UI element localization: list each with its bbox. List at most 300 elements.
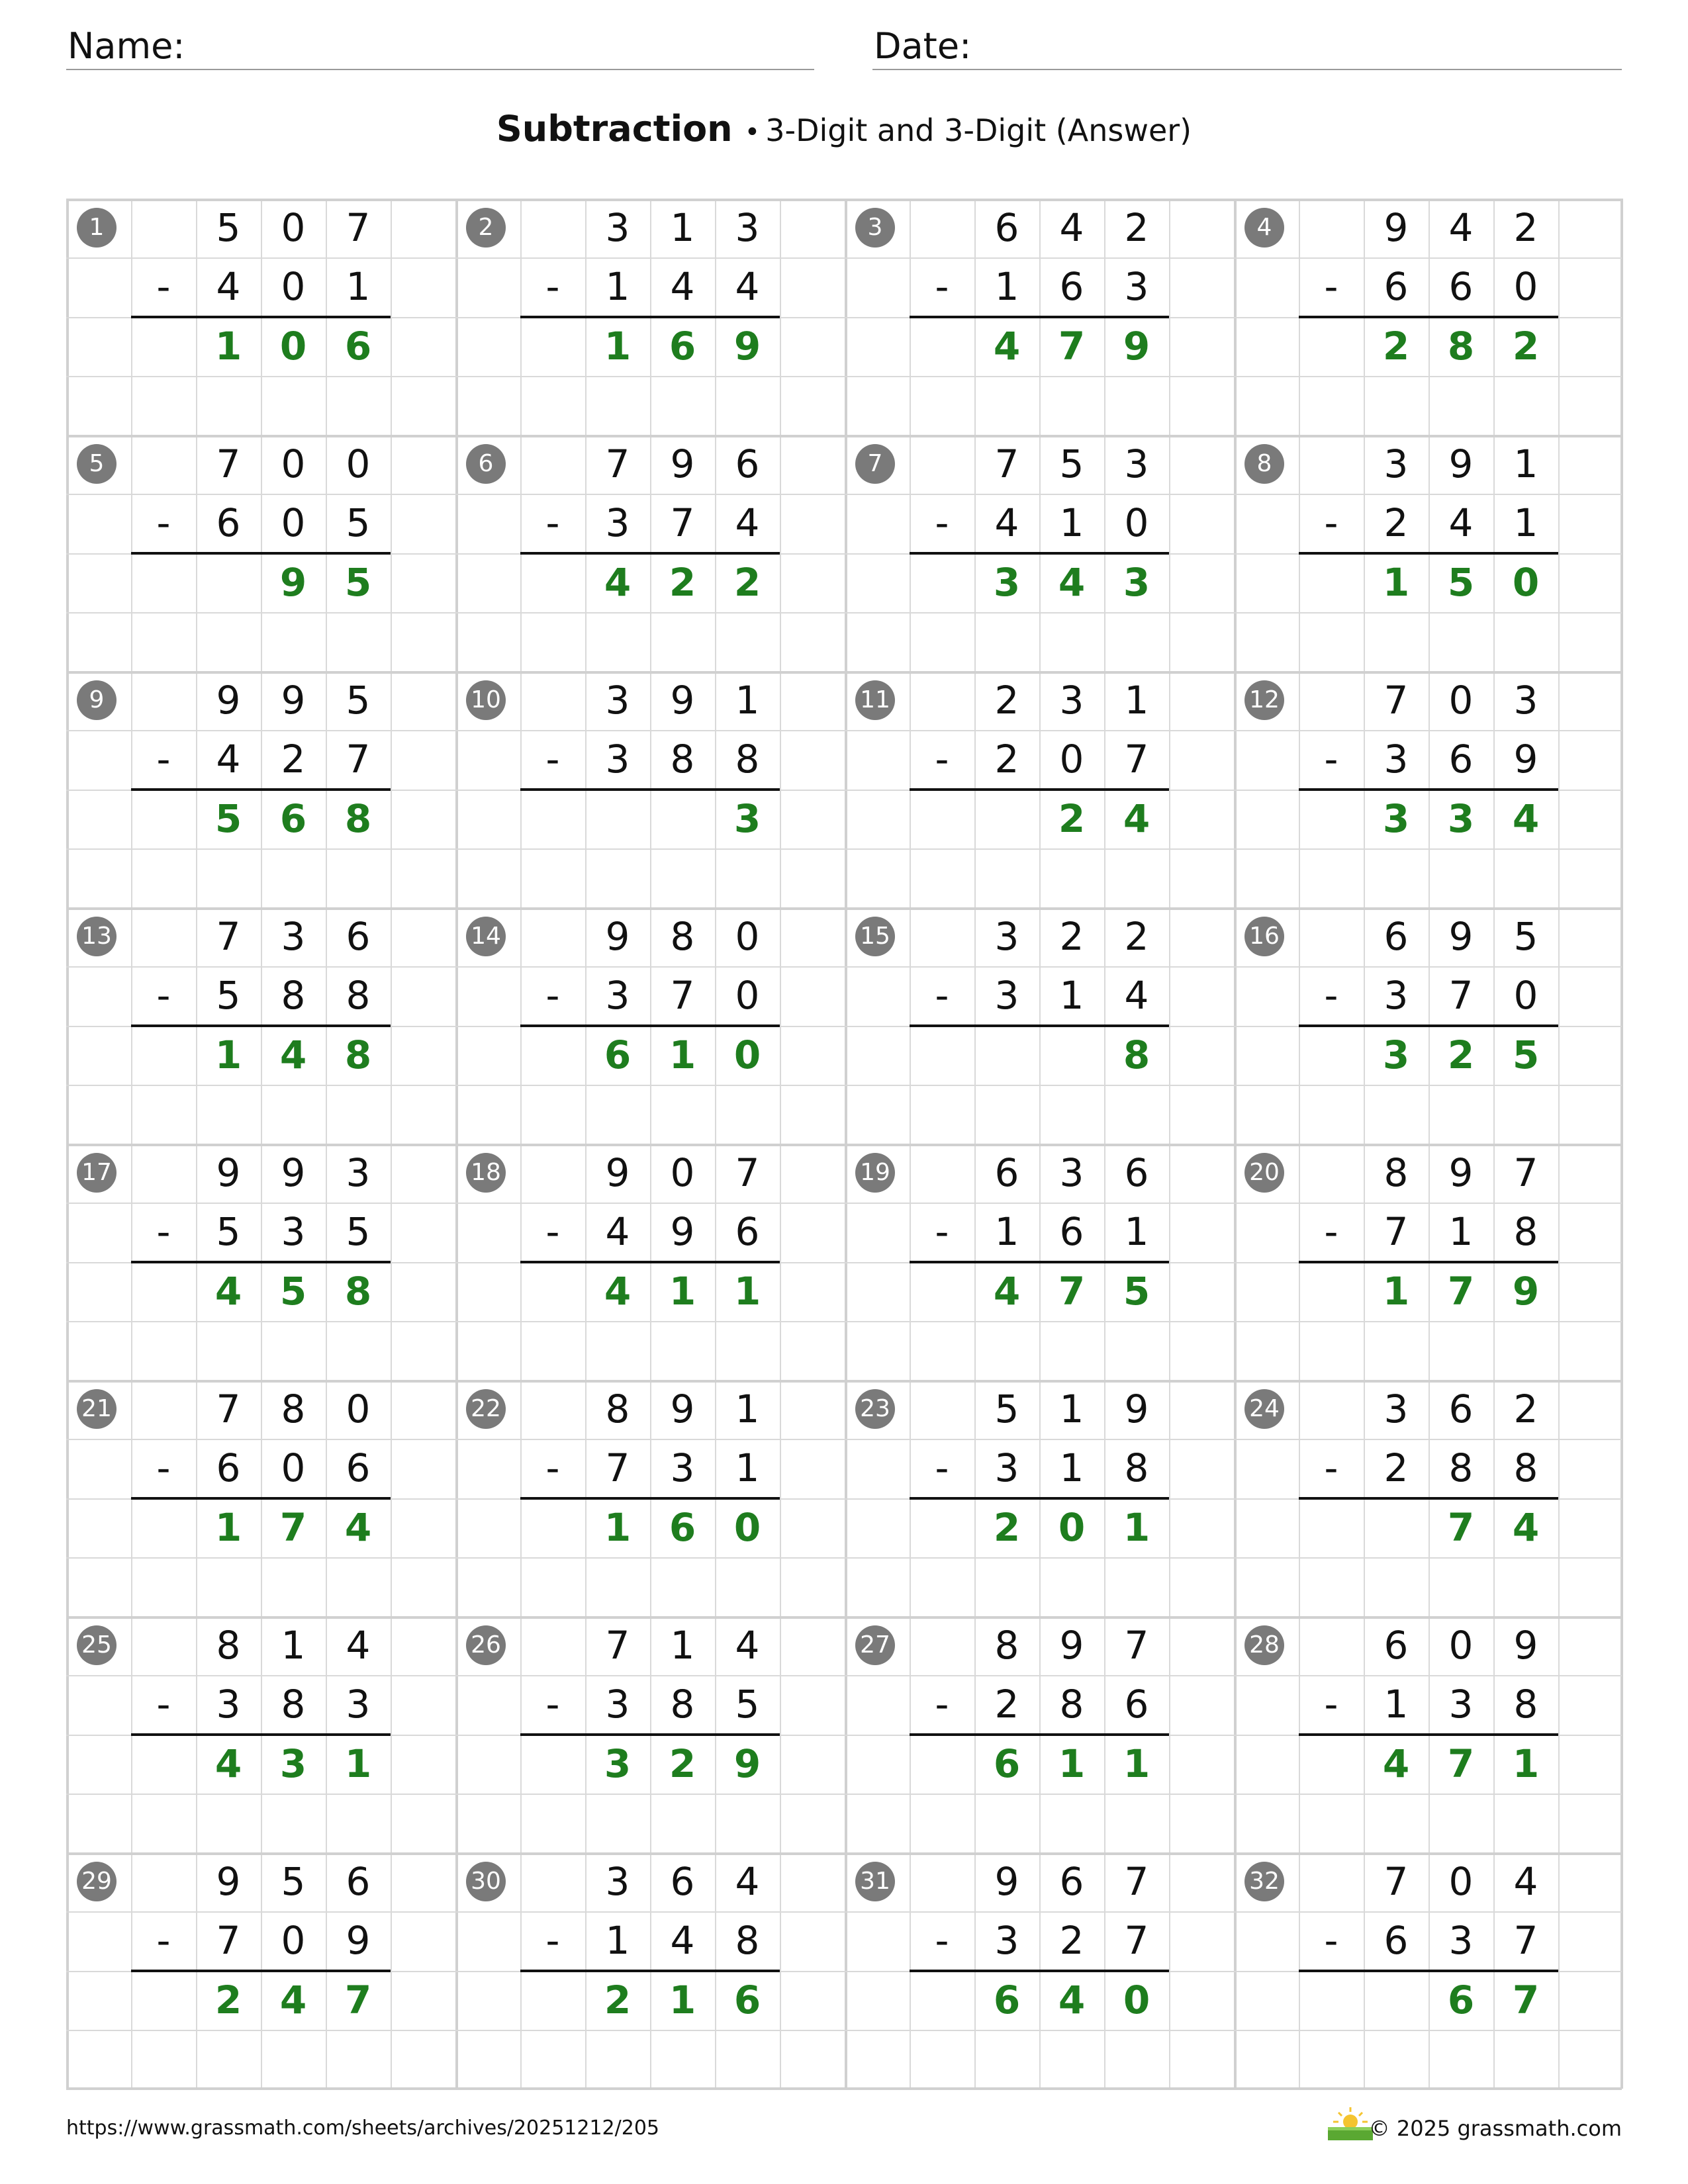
subtrahend-digit: 3 bbox=[1448, 1918, 1474, 1964]
answer-rule bbox=[910, 1261, 1169, 1263]
minus-sign: - bbox=[935, 973, 949, 1019]
answer-digit: 7 bbox=[1058, 323, 1086, 369]
answer-digit: 4 bbox=[604, 559, 632, 605]
problem-number-badge: 28 bbox=[1244, 1625, 1284, 1665]
minuend-digit: 9 bbox=[605, 1150, 630, 1195]
minuend-digit: 7 bbox=[216, 914, 241, 959]
answer-digit: 4 bbox=[1123, 796, 1150, 841]
subtrahend-digit: 7 bbox=[1383, 1209, 1409, 1255]
answer-digit: 1 bbox=[669, 1977, 696, 2023]
subtrahend-digit: 4 bbox=[1124, 973, 1149, 1019]
problem-block bbox=[455, 1380, 845, 1616]
minuend-digit: 0 bbox=[670, 1150, 695, 1195]
answer-rule bbox=[520, 1024, 780, 1027]
minuend-digit: 9 bbox=[1383, 205, 1409, 250]
minuend-digit: 0 bbox=[281, 441, 306, 486]
answer-rule bbox=[131, 1261, 391, 1263]
minuend-digit: 8 bbox=[216, 1623, 241, 1668]
minuend-digit: 0 bbox=[735, 914, 760, 959]
answer-digit: 1 bbox=[1382, 1268, 1410, 1314]
subtrahend-digit: 6 bbox=[346, 1445, 371, 1491]
subtrahend-digit: 7 bbox=[605, 1445, 630, 1491]
answer-digit: 1 bbox=[344, 1741, 372, 1786]
answer-rule bbox=[1299, 1024, 1558, 1027]
minuend-digit: 3 bbox=[1383, 1387, 1409, 1432]
minuend-digit: 7 bbox=[994, 441, 1019, 486]
minus-sign: - bbox=[935, 264, 949, 310]
subtrahend-digit: 8 bbox=[1059, 1682, 1084, 1727]
problem-number-badge: 7 bbox=[855, 444, 895, 484]
answer-rule bbox=[1299, 788, 1558, 791]
minuend-digit: 2 bbox=[994, 678, 1019, 723]
subtrahend-digit: 7 bbox=[670, 500, 695, 546]
subtrahend-digit: 8 bbox=[735, 737, 760, 782]
answer-digit: 7 bbox=[279, 1504, 307, 1550]
answer-digit: 0 bbox=[733, 1504, 761, 1550]
subtrahend-digit: 6 bbox=[1059, 264, 1084, 310]
subtrahend-digit: 2 bbox=[994, 737, 1019, 782]
minuend-digit: 1 bbox=[1124, 678, 1149, 723]
minuend-digit: 7 bbox=[1124, 1859, 1149, 1904]
answer-digit: 2 bbox=[1447, 1032, 1475, 1077]
answer-digit: 4 bbox=[214, 1268, 242, 1314]
minuend-digit: 6 bbox=[735, 441, 760, 486]
minuend-digit: 3 bbox=[994, 914, 1019, 959]
answer-digit: 2 bbox=[1058, 796, 1086, 841]
problem-number-badge: 15 bbox=[855, 917, 895, 956]
subtrahend-digit: 0 bbox=[1513, 264, 1538, 310]
answer-digit: 1 bbox=[604, 1504, 632, 1550]
answer-rule bbox=[520, 316, 780, 318]
subtrahend-digit: 2 bbox=[1383, 500, 1409, 546]
subtrahend-digit: 0 bbox=[281, 1445, 306, 1491]
problem-number-badge: 10 bbox=[466, 680, 506, 720]
answer-digit: 4 bbox=[993, 323, 1021, 369]
minuend-digit: 0 bbox=[1448, 1623, 1474, 1668]
subtrahend-digit: 8 bbox=[281, 973, 306, 1019]
subtrahend-digit: 5 bbox=[216, 973, 241, 1019]
answer-digit: 1 bbox=[1512, 1741, 1540, 1786]
subtrahend-digit: 3 bbox=[605, 737, 630, 782]
answer-rule bbox=[910, 316, 1169, 318]
subtrahend-digit: 7 bbox=[1513, 1918, 1538, 1964]
minuend-digit: 3 bbox=[1513, 678, 1538, 723]
answer-digit: 5 bbox=[344, 559, 372, 605]
answer-digit: 2 bbox=[1512, 323, 1540, 369]
subtrahend-digit: 0 bbox=[735, 973, 760, 1019]
problem-number-badge: 30 bbox=[466, 1862, 506, 1901]
answer-rule bbox=[1299, 552, 1558, 555]
title-separator: • bbox=[744, 117, 761, 148]
problem-block bbox=[845, 671, 1234, 907]
minuend-digit: 9 bbox=[1059, 1623, 1084, 1668]
minuend-digit: 9 bbox=[670, 441, 695, 486]
problem-block bbox=[455, 1144, 845, 1380]
answer-rule bbox=[1299, 1733, 1558, 1736]
minus-sign: - bbox=[545, 264, 560, 310]
problem-number-badge: 9 bbox=[77, 680, 117, 720]
problem-block bbox=[1234, 199, 1623, 435]
minuend-digit: 6 bbox=[1124, 1150, 1149, 1195]
minuend-digit: 4 bbox=[1513, 1859, 1538, 1904]
subtrahend-digit: 2 bbox=[1059, 1918, 1084, 1964]
problem-block bbox=[455, 907, 845, 1144]
problem-block bbox=[455, 1616, 845, 1852]
minuend-digit: 7 bbox=[1124, 1623, 1149, 1668]
answer-digit: 4 bbox=[279, 1032, 307, 1077]
problem-number-badge: 6 bbox=[466, 444, 506, 484]
answer-rule bbox=[1299, 1497, 1558, 1500]
problem-block bbox=[66, 1616, 455, 1852]
subtrahend-digit: 3 bbox=[216, 1682, 241, 1727]
minuend-digit: 9 bbox=[1448, 1150, 1474, 1195]
problem-block bbox=[1234, 1380, 1623, 1616]
minus-sign: - bbox=[1324, 1918, 1338, 1964]
subtrahend-digit: 1 bbox=[735, 1445, 760, 1491]
answer-digit: 6 bbox=[733, 1977, 761, 2023]
minus-sign: - bbox=[1324, 737, 1338, 782]
subtrahend-digit: 9 bbox=[670, 1209, 695, 1255]
answer-rule bbox=[910, 552, 1169, 555]
answer-digit: 0 bbox=[1512, 559, 1540, 605]
answer-digit: 2 bbox=[1382, 323, 1410, 369]
minuend-digit: 3 bbox=[605, 1859, 630, 1904]
subtrahend-digit: 4 bbox=[670, 1918, 695, 1964]
answer-digit: 2 bbox=[669, 1741, 696, 1786]
subtrahend-digit: 4 bbox=[735, 264, 760, 310]
minuend-digit: 7 bbox=[1383, 678, 1409, 723]
answer-digit: 3 bbox=[1123, 559, 1150, 605]
answer-digit: 6 bbox=[1447, 1977, 1475, 2023]
minuend-digit: 9 bbox=[281, 1150, 306, 1195]
answer-digit: 2 bbox=[604, 1977, 632, 2023]
subtrahend-digit: 0 bbox=[281, 500, 306, 546]
answer-digit: 5 bbox=[1447, 559, 1475, 605]
subtrahend-digit: 3 bbox=[1124, 264, 1149, 310]
minuend-digit: 3 bbox=[346, 1150, 371, 1195]
answer-digit: 6 bbox=[993, 1977, 1021, 2023]
minus-sign: - bbox=[935, 1682, 949, 1727]
minuend-digit: 3 bbox=[735, 205, 760, 250]
subtrahend-digit: 4 bbox=[735, 500, 760, 546]
subtrahend-digit: 2 bbox=[281, 737, 306, 782]
answer-digit: 9 bbox=[1512, 1268, 1540, 1314]
subtrahend-digit: 6 bbox=[1124, 1682, 1149, 1727]
minuend-digit: 9 bbox=[605, 914, 630, 959]
problem-block bbox=[66, 671, 455, 907]
minuend-digit: 9 bbox=[1124, 1387, 1149, 1432]
footer-url: https://www.grassmath.com/sheets/archives/20251212/205 bbox=[66, 2116, 660, 2140]
answer-digit: 0 bbox=[279, 323, 307, 369]
minuend-digit: 8 bbox=[605, 1387, 630, 1432]
answer-digit: 4 bbox=[1512, 1504, 1540, 1550]
minuend-digit: 6 bbox=[1448, 1387, 1474, 1432]
subtrahend-digit: 2 bbox=[994, 1682, 1019, 1727]
problem-block bbox=[66, 907, 455, 1144]
problem-block bbox=[66, 1380, 455, 1616]
minuend-digit: 8 bbox=[670, 914, 695, 959]
answer-digit: 7 bbox=[1447, 1268, 1475, 1314]
problem-number-badge: 3 bbox=[855, 208, 895, 248]
minuend-digit: 1 bbox=[670, 205, 695, 250]
answer-rule bbox=[131, 316, 391, 318]
answer-rule bbox=[131, 1970, 391, 1972]
answer-digit: 4 bbox=[1058, 559, 1086, 605]
problem-number-badge: 8 bbox=[1244, 444, 1284, 484]
subtrahend-digit: 3 bbox=[1383, 737, 1409, 782]
minuend-digit: 2 bbox=[1124, 914, 1149, 959]
minuend-digit: 2 bbox=[1513, 1387, 1538, 1432]
problem-block bbox=[845, 1144, 1234, 1380]
problem-number-badge: 26 bbox=[466, 1625, 506, 1665]
problem-block bbox=[845, 1616, 1234, 1852]
minuend-digit: 3 bbox=[605, 205, 630, 250]
minus-sign: - bbox=[156, 973, 171, 1019]
answer-digit: 0 bbox=[1123, 1977, 1150, 2023]
problem-number-badge: 24 bbox=[1244, 1389, 1284, 1429]
minuend-digit: 5 bbox=[281, 1859, 306, 1904]
subtrahend-digit: 3 bbox=[994, 973, 1019, 1019]
subtrahend-digit: 8 bbox=[1448, 1445, 1474, 1491]
answer-rule bbox=[131, 1497, 391, 1500]
answer-rule bbox=[131, 552, 391, 555]
minuend-digit: 6 bbox=[1383, 914, 1409, 959]
problem-number-badge: 22 bbox=[466, 1389, 506, 1429]
minuend-digit: 3 bbox=[1383, 441, 1409, 486]
subtrahend-digit: 8 bbox=[1513, 1445, 1538, 1491]
answer-digit: 1 bbox=[214, 1504, 242, 1550]
problem-block bbox=[1234, 1616, 1623, 1852]
answer-digit: 6 bbox=[993, 1741, 1021, 1786]
minuend-digit: 9 bbox=[670, 1387, 695, 1432]
subtrahend-digit: 3 bbox=[605, 973, 630, 1019]
answer-digit: 4 bbox=[344, 1504, 372, 1550]
minuend-digit: 3 bbox=[605, 678, 630, 723]
answer-digit: 5 bbox=[1123, 1268, 1150, 1314]
minus-sign: - bbox=[156, 1918, 171, 1964]
minus-sign: - bbox=[545, 1445, 560, 1491]
subtrahend-digit: 4 bbox=[216, 264, 241, 310]
minuend-digit: 1 bbox=[670, 1623, 695, 1668]
problem-block bbox=[1234, 1852, 1623, 2089]
minuend-digit: 6 bbox=[670, 1859, 695, 1904]
answer-digit: 5 bbox=[1512, 1032, 1540, 1077]
subtrahend-digit: 0 bbox=[281, 1918, 306, 1964]
problem-block bbox=[455, 199, 845, 435]
subtrahend-digit: 4 bbox=[216, 737, 241, 782]
subtrahend-digit: 0 bbox=[281, 264, 306, 310]
subtrahend-digit: 8 bbox=[670, 737, 695, 782]
minuend-digit: 9 bbox=[1448, 914, 1474, 959]
problem-block bbox=[845, 199, 1234, 435]
answer-rule bbox=[910, 1970, 1169, 1972]
problem-block bbox=[66, 1144, 455, 1380]
subtrahend-digit: 7 bbox=[1448, 973, 1474, 1019]
subtrahend-digit: 7 bbox=[670, 973, 695, 1019]
answer-rule bbox=[520, 552, 780, 555]
subtrahend-digit: 3 bbox=[346, 1682, 371, 1727]
subtrahend-digit: 6 bbox=[1448, 264, 1474, 310]
answer-rule bbox=[910, 788, 1169, 791]
subtrahend-digit: 3 bbox=[994, 1445, 1019, 1491]
subtrahend-digit: 5 bbox=[216, 1209, 241, 1255]
minus-sign: - bbox=[935, 737, 949, 782]
problem-block bbox=[66, 199, 455, 435]
subtrahend-digit: 6 bbox=[1383, 1918, 1409, 1964]
minuend-digit: 3 bbox=[1059, 1150, 1084, 1195]
answer-digit: 3 bbox=[733, 796, 761, 841]
answer-digit: 1 bbox=[733, 1268, 761, 1314]
minuend-digit: 7 bbox=[605, 1623, 630, 1668]
minus-sign: - bbox=[1324, 1445, 1338, 1491]
subtrahend-digit: 1 bbox=[1124, 1209, 1149, 1255]
answer-digit: 5 bbox=[214, 796, 242, 841]
answer-digit: 8 bbox=[1447, 323, 1475, 369]
problem-number-badge: 11 bbox=[855, 680, 895, 720]
subtrahend-digit: 0 bbox=[1059, 737, 1084, 782]
minuend-digit: 5 bbox=[216, 205, 241, 250]
subtrahend-digit: 1 bbox=[346, 264, 371, 310]
answer-rule bbox=[520, 788, 780, 791]
minus-sign: - bbox=[545, 1209, 560, 1255]
problem-number-badge: 29 bbox=[77, 1862, 117, 1901]
minuend-digit: 5 bbox=[1513, 914, 1538, 959]
problem-number-badge: 25 bbox=[77, 1625, 117, 1665]
minuend-digit: 9 bbox=[281, 678, 306, 723]
problem-block bbox=[1234, 671, 1623, 907]
minuend-digit: 5 bbox=[994, 1387, 1019, 1432]
minus-sign: - bbox=[156, 264, 171, 310]
minuend-digit: 7 bbox=[216, 441, 241, 486]
problem-number-badge: 2 bbox=[466, 208, 506, 248]
subtrahend-digit: 1 bbox=[1448, 1209, 1474, 1255]
problem-number-badge: 14 bbox=[466, 917, 506, 956]
problem-block bbox=[1234, 435, 1623, 671]
minuend-digit: 0 bbox=[281, 205, 306, 250]
answer-digit: 1 bbox=[669, 1268, 696, 1314]
minus-sign: - bbox=[545, 500, 560, 546]
minuend-digit: 0 bbox=[346, 441, 371, 486]
subtrahend-digit: 3 bbox=[1383, 973, 1409, 1019]
problem-block bbox=[845, 907, 1234, 1144]
answer-digit: 9 bbox=[1123, 323, 1150, 369]
subtrahend-digit: 8 bbox=[281, 1682, 306, 1727]
minus-sign: - bbox=[156, 500, 171, 546]
minuend-digit: 4 bbox=[735, 1859, 760, 1904]
minuend-digit: 6 bbox=[994, 1150, 1019, 1195]
answer-rule bbox=[910, 1733, 1169, 1736]
subtrahend-digit: 7 bbox=[346, 737, 371, 782]
minuend-digit: 0 bbox=[1448, 1859, 1474, 1904]
answer-digit: 9 bbox=[279, 559, 307, 605]
subtrahend-digit: 0 bbox=[1124, 500, 1149, 546]
problem-number-badge: 13 bbox=[77, 917, 117, 956]
answer-digit: 3 bbox=[1382, 1032, 1410, 1077]
minuend-digit: 9 bbox=[670, 678, 695, 723]
subtrahend-digit: 8 bbox=[1513, 1209, 1538, 1255]
minuend-digit: 0 bbox=[1448, 678, 1474, 723]
answer-digit: 4 bbox=[1058, 1977, 1086, 2023]
subtrahend-digit: 1 bbox=[605, 1918, 630, 1964]
subtrahend-digit: 1 bbox=[1059, 1445, 1084, 1491]
answer-digit: 6 bbox=[279, 796, 307, 841]
subtrahend-digit: 1 bbox=[605, 264, 630, 310]
minuend-digit: 1 bbox=[1059, 1387, 1084, 1432]
minus-sign: - bbox=[1324, 1682, 1338, 1727]
minus-sign: - bbox=[156, 1682, 171, 1727]
minuend-digit: 3 bbox=[281, 914, 306, 959]
subtrahend-digit: 4 bbox=[1448, 500, 1474, 546]
subtrahend-digit: 3 bbox=[605, 500, 630, 546]
answer-rule bbox=[910, 1024, 1169, 1027]
subtrahend-digit: 8 bbox=[346, 973, 371, 1019]
subtrahend-digit: 1 bbox=[1059, 973, 1084, 1019]
subtrahend-digit: 6 bbox=[216, 1445, 241, 1491]
minuend-digit: 4 bbox=[346, 1623, 371, 1668]
answer-digit: 0 bbox=[1058, 1504, 1086, 1550]
answer-digit: 4 bbox=[993, 1268, 1021, 1314]
answer-digit: 7 bbox=[1058, 1268, 1086, 1314]
problem-number-badge: 18 bbox=[466, 1153, 506, 1193]
minuend-digit: 8 bbox=[1383, 1150, 1409, 1195]
subtrahend-digit: 7 bbox=[1124, 737, 1149, 782]
answer-digit: 1 bbox=[604, 323, 632, 369]
minuend-digit: 0 bbox=[346, 1387, 371, 1432]
problem-number-badge: 4 bbox=[1244, 208, 1284, 248]
subtrahend-digit: 3 bbox=[605, 1682, 630, 1727]
minus-sign: - bbox=[156, 737, 171, 782]
minuend-digit: 3 bbox=[1124, 441, 1149, 486]
problem-number-badge: 27 bbox=[855, 1625, 895, 1665]
answer-digit: 2 bbox=[214, 1977, 242, 2023]
answer-digit: 3 bbox=[993, 559, 1021, 605]
subtrahend-digit: 8 bbox=[1124, 1445, 1149, 1491]
minus-sign: - bbox=[1324, 1209, 1338, 1255]
minus-sign: - bbox=[935, 500, 949, 546]
date-field bbox=[872, 23, 1622, 70]
subtrahend-digit: 3 bbox=[1448, 1682, 1474, 1727]
subtrahend-digit: 3 bbox=[994, 1918, 1019, 1964]
problem-block bbox=[845, 1380, 1234, 1616]
problem-number-badge: 19 bbox=[855, 1153, 895, 1193]
minuend-digit: 6 bbox=[346, 914, 371, 959]
subtrahend-digit: 4 bbox=[605, 1209, 630, 1255]
answer-rule bbox=[520, 1261, 780, 1263]
subtrahend-digit: 3 bbox=[281, 1209, 306, 1255]
subtrahend-digit: 8 bbox=[1513, 1682, 1538, 1727]
answer-digit: 7 bbox=[344, 1977, 372, 2023]
name-label: Name: bbox=[68, 25, 185, 67]
answer-digit: 6 bbox=[669, 323, 696, 369]
problem-block bbox=[66, 1852, 455, 2089]
minuend-digit: 1 bbox=[735, 678, 760, 723]
minus-sign: - bbox=[545, 973, 560, 1019]
minuend-digit: 7 bbox=[1513, 1150, 1538, 1195]
answer-digit: 2 bbox=[733, 559, 761, 605]
subtrahend-digit: 1 bbox=[1383, 1682, 1409, 1727]
minus-sign: - bbox=[935, 1918, 949, 1964]
answer-digit: 3 bbox=[604, 1741, 632, 1786]
subtrahend-digit: 8 bbox=[735, 1918, 760, 1964]
answer-rule bbox=[520, 1497, 780, 1500]
minuend-digit: 7 bbox=[605, 441, 630, 486]
problem-number-badge: 20 bbox=[1244, 1153, 1284, 1193]
subtrahend-digit: 6 bbox=[735, 1209, 760, 1255]
footer-copyright: © 2025 grassmath.com bbox=[1368, 2116, 1622, 2141]
answer-digit: 0 bbox=[733, 1032, 761, 1077]
problem-number-badge: 16 bbox=[1244, 917, 1284, 956]
problem-number-badge: 17 bbox=[77, 1153, 117, 1193]
